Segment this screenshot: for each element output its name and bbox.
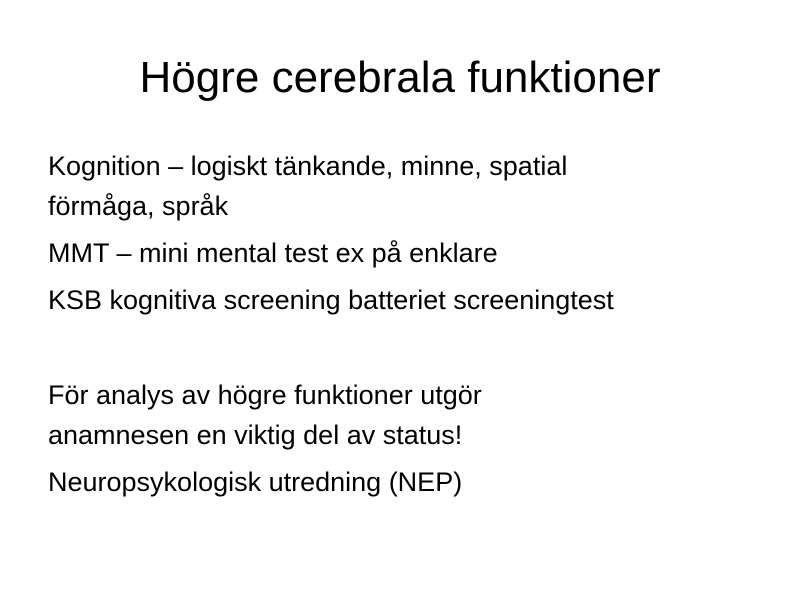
- paragraph-line: Kognition – logiskt tänkande, minne, spatial: [48, 151, 568, 181]
- slide-title: Högre cerebrala funktioner: [139, 53, 661, 102]
- paragraph-line: MMT – mini mental test ex på enklare: [48, 238, 498, 268]
- paragraph-mmt: [48, 233, 768, 273]
- blank-line: [48, 327, 768, 375]
- paragraph-line: Neuropsykologisk utredning (NEP): [48, 467, 463, 497]
- paragraph-kognition: [48, 146, 768, 226]
- paragraph-nep: [48, 462, 768, 502]
- paragraph-line: För analys av högre funktioner utgör: [48, 380, 482, 410]
- slide-body: [48, 146, 768, 509]
- paragraph-ksb: [48, 280, 768, 320]
- paragraph-line: förmåga, språk: [48, 191, 229, 221]
- paragraph-line: KSB kognitiva screening batteriet screeningtest: [48, 285, 614, 315]
- paragraph-line: anamnesen en viktig del av status!: [48, 420, 463, 450]
- paragraph-analys: [48, 375, 768, 455]
